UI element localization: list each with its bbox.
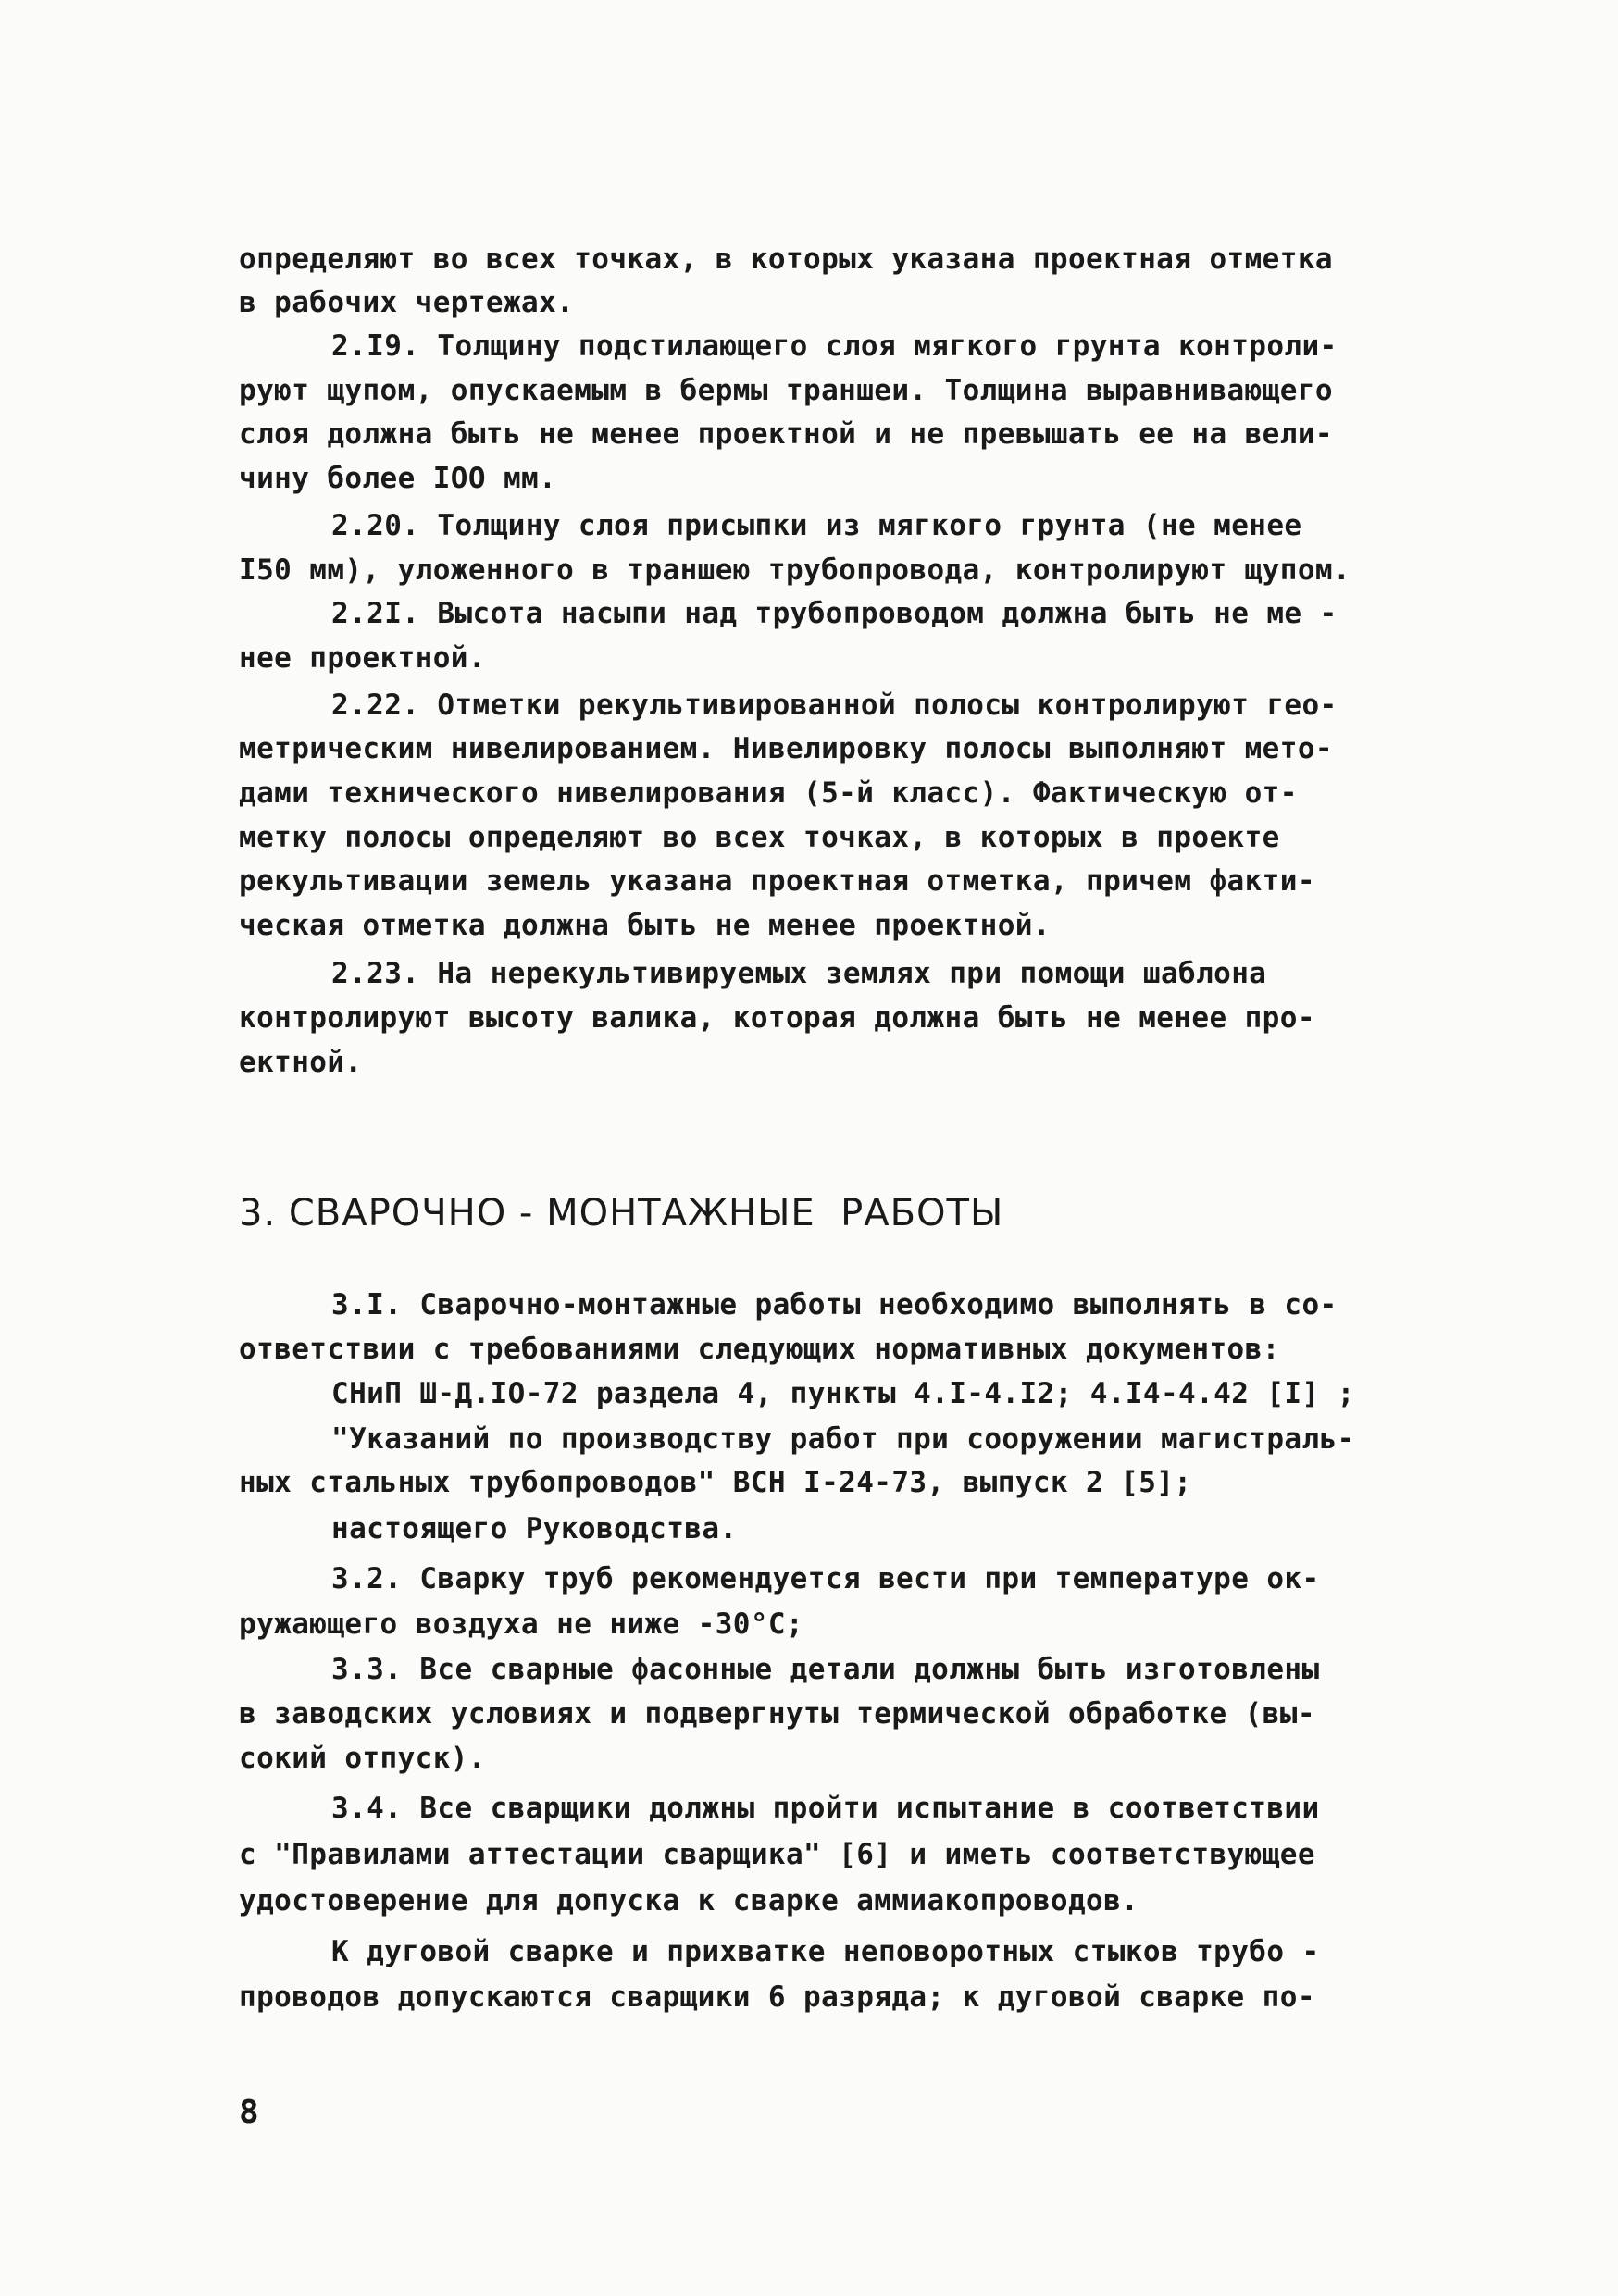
- text-line: чину более IOO мм.: [239, 462, 557, 495]
- text-line: ческая отметка должна быть не менее проектной.: [239, 909, 1051, 942]
- text-line: I50 мм), уложенного в траншею трубопровода, контролируют щупом.: [239, 553, 1351, 587]
- text-line: контролируют высоту валика, которая должна быть не менее про-: [239, 1001, 1315, 1035]
- page-number: 8: [239, 2093, 259, 2131]
- text-line: удостоверение для допуска к сварке аммиакопроводов.: [239, 1884, 1139, 1917]
- text-line: метку полосы определяют во всех точках, в которых в проекте: [239, 821, 1280, 854]
- text-line: нее проектной.: [239, 641, 486, 675]
- text-line: в рабочих чертежах.: [239, 286, 575, 319]
- text-line: ных стальных трубопроводов" ВСН I-24-73, выпуск 2 [5];: [239, 1466, 1192, 1499]
- text-line: руют щупом, опускаемым в бермы траншеи. Толщина выравнивающего: [239, 374, 1333, 407]
- text-line: 3.4. Все сварщики должны пройти испытание в соответствии: [331, 1792, 1320, 1825]
- text-line: определяют во всех точках, в которых указана проектная отметка: [239, 242, 1333, 276]
- text-line: дами технического нивелирования (5-й класс). Фактическую от-: [239, 776, 1298, 810]
- text-line: 2.20. Толщину слоя присыпки из мягкого грунта (не менее: [331, 509, 1302, 542]
- text-line: ектной.: [239, 1046, 363, 1079]
- text-line: 2.2I. Высота насыпи над трубопроводом должна быть не ме -: [331, 597, 1338, 630]
- text-line: ответствии с требованиями следующих нормативных документов:: [239, 1333, 1280, 1366]
- text-line: слоя должна быть не менее проектной и не превышать ее на вели-: [239, 417, 1333, 451]
- text-line: 3.I. Сварочно-монтажные работы необходимо выполнять в со-: [331, 1288, 1338, 1322]
- text-line: сокий отпуск).: [239, 1742, 486, 1775]
- text-line: 2.22. Отметки рекультивированной полосы контролируют гео-: [331, 689, 1338, 722]
- text-line: СНиП Ш-Д.IO-72 раздела 4, пункты 4.I-4.I2; 4.I4-4.42 [I] ;: [331, 1377, 1355, 1410]
- text-line: настоящего Руководства.: [331, 1512, 738, 1545]
- text-line: проводов допускаются сварщики 6 разряда; к дуговой сварке по-: [239, 1980, 1315, 2014]
- text-line: 3.2. Сварку труб рекомендуется вести при температуре ок-: [331, 1562, 1320, 1595]
- text-line: "Указаний по производству работ при сооружении магистраль-: [331, 1422, 1355, 1456]
- text-line: в заводских условиях и подвергнуты термической обработке (вы-: [239, 1697, 1315, 1731]
- text-line: К дуговой сварке и прихватке неповоротных стыков трубо -: [331, 1935, 1320, 1968]
- text-line: с "Правилами аттестации сварщика" [6] и иметь соответствующее: [239, 1838, 1315, 1871]
- text-line: ружающего воздуха не ниже -30°С;: [239, 1607, 804, 1641]
- text-line: рекультивации земель указана проектная отметка, причем факти-: [239, 864, 1315, 898]
- text-line: 3.3. Все сварные фасонные детали должны быть изготовлены: [331, 1653, 1320, 1686]
- section-heading: 3. СВАРОЧНО - МОНТАЖНЫЕ РАБОТЫ: [239, 1192, 1004, 1235]
- text-line: 2.23. На нерекультивируемых землях при помощи шаблона: [331, 957, 1267, 990]
- text-line: метрическим нивелированием. Нивелировку полосы выполняют мето-: [239, 732, 1333, 765]
- text-line: 2.I9. Толщину подстилающего слоя мягкого грунта контроли-: [331, 329, 1338, 363]
